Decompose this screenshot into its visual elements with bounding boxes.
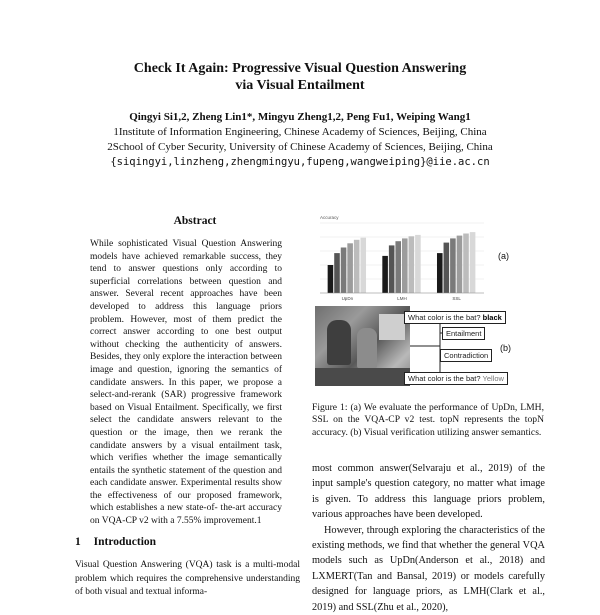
bar-SSL-top5	[457, 236, 463, 293]
right-column-body	[312, 461, 545, 615]
author-block	[0, 110, 600, 170]
bar-LMH-top3	[395, 241, 401, 293]
bar-SSL-top3	[450, 238, 456, 293]
bar-SSL-top2	[444, 243, 450, 293]
section-title: Introduction	[93, 536, 157, 548]
bar-LMH-top20	[415, 235, 421, 293]
figure-label-b: (b)	[500, 343, 511, 353]
question-1-text: What color is the bat?	[408, 313, 481, 322]
contradiction-label: Contradiction	[444, 351, 489, 360]
entailment-label: Entailment	[446, 329, 482, 338]
photo-ground	[315, 368, 410, 386]
bar-UpDn-top20	[360, 238, 366, 293]
title-line-2: via Visual Entailment	[235, 78, 365, 93]
contradiction-box	[440, 349, 492, 362]
bar-LMH-top2	[389, 245, 395, 293]
abstract-body	[90, 238, 282, 528]
question-2-text: What color is the bat?	[408, 374, 481, 383]
bar-LMH-top10	[409, 236, 415, 293]
section-number: 1	[75, 536, 81, 548]
affiliation-2: 2School of Cyber Security, University of Chinese Academy of Sciences, Beijing, China	[107, 141, 493, 153]
right-paragraph-2: However, through exploring the characteristics of the existing methods, we find that whether the general VQA models such as UpDn(Anderson et al., 2018) and LXMERT(Tan and Bansal, 2019) or models carefully designed for language priors, as LMH(Clark et al., 2019) and SSL(Zhu et al., 2020),	[312, 524, 545, 613]
question-1-answer: black	[482, 313, 502, 322]
accuracy-bar-chart	[312, 213, 512, 303]
paper-title	[0, 60, 600, 94]
figure-1	[312, 213, 512, 308]
bar-SSL-top1	[437, 253, 443, 293]
bar-UpDn-top10	[354, 240, 360, 293]
figure-caption: Figure 1: (a) We evaluate the performance of UpDn, LMH, SSL on the VQA-CP v2 test. topN represents the topN accuracy. (b) Visual verification utilizing answer semantics.	[312, 402, 544, 438]
bar-UpDn-top2	[334, 253, 340, 293]
bar-SSL-top20	[470, 232, 476, 293]
bar-SSL-top10	[463, 234, 469, 294]
abstract-paragraph: While sophisticated Visual Question Answering models have achieved remarkable success, they tend to answer questions only according to superficial correlations between question and answer. Several recent approaches have been developed to address this language priors problem. However, most of them predict the correct answer according to one best output without checking the authenticity of answers. Besides, they only explore the interaction between image and question, ignoring the semantics of candidate answers. In this paper, we propose a select-and-rerank (SAR) progressive framework based on Visual Entailment. Specifically, we first select the candidate answers relevant to the question or the image, then we rerank the candidate answers by a visual entailment task, which verifies whether the image semantically entails the synthetic statement of the question and each candidate answer. Experimental results show the effectiveness of our proposed framework, which establishes a new state-of- the-art accuracy on VQA-CP v2 with a 7.55% improvement.1	[90, 239, 282, 527]
figure-label-a: (a)	[498, 251, 509, 261]
x-tick-label: SSL	[452, 296, 461, 301]
title-line-1: Check It Again: Progressive Visual Question Answering	[133, 61, 467, 76]
question-2-answer: Yellow	[482, 374, 504, 383]
section-heading	[75, 536, 156, 548]
bar-UpDn-top3	[341, 248, 347, 294]
bar-LMH-top1	[382, 256, 388, 293]
figure-photo	[315, 306, 410, 386]
intro-paragraph: Visual Question Answering (VQA) task is a multi-modal problem which requires the comprehensive understanding of both visual and textual informa-	[75, 560, 300, 597]
bar-UpDn-top5	[347, 243, 353, 293]
chart-title: Accuracy	[320, 215, 339, 220]
entailment-box	[442, 327, 485, 340]
abstract-heading: Abstract	[173, 215, 217, 227]
bar-LMH-top5	[402, 238, 408, 293]
intro-body	[75, 559, 300, 600]
photo-background-light	[379, 314, 405, 340]
author-names: Qingyi Si1,2, Zheng Lin1*, Mingyu Zheng1,2, Peng Fu1, Weiping Wang1	[129, 111, 471, 123]
photo-person-2	[357, 328, 377, 368]
bar-UpDn-top1	[328, 265, 334, 293]
x-tick-label: LMH	[397, 296, 407, 301]
question-box-2	[404, 372, 508, 385]
photo-person-1	[327, 320, 351, 365]
affiliation-1: 1Institute of Information Engineering, Chinese Academy of Sciences, Beijing, China	[113, 126, 487, 138]
right-paragraph-1: most common answer(Selvaraju et al., 2019) of the input sample's question category, no matter what image is given. To address this language priors problem, various approaches have been developed.	[312, 463, 545, 521]
x-tick-label: UpDn	[341, 296, 354, 301]
author-emails: {siqingyi,linzheng,zhengmingyu,fupeng,wangweiping}@iie.ac.cn	[110, 156, 490, 168]
question-box-1	[404, 311, 506, 324]
